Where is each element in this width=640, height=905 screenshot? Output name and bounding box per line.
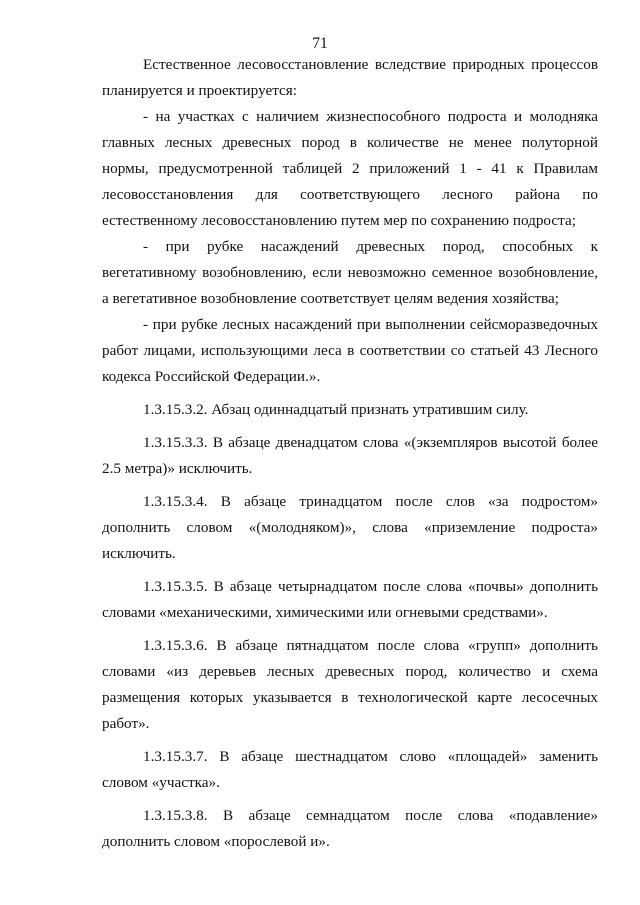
page-number: 71 [312,35,328,52]
paragraph-clause-1-3-15-3-8: 1.3.15.3.8. В абзаце семнадцатом после слова «подавление» дополнить словом «порослевой и». [102,807,598,850]
paragraph-clause-1-3-15-3-4: 1.3.15.3.4. В абзаце тринадцатом после слов «за подростом» дополнить словом «(молодняком)», слова «приземление подроста» исключить. [102,493,598,562]
paragraph-clause-1-3-15-3-2: 1.3.15.3.2. Абзац одиннадцатый признать утратившим силу. [143,401,529,418]
paragraph-clause-1-3-15-3-6: 1.3.15.3.6. В абзаце пятнадцатом после слова «групп» дополнить словами «из деревьев лесных древесных пород, количество и схема размещения которых указывается в технологической карте лесосечных работ». [102,637,598,732]
paragraph-list-item-3: - при рубке лесных насаждений при выполнении сейсморазведочных работ лицами, использующими леса в соответствии со статьей 43 Лесного кодекса Российской Федерации.». [102,316,598,385]
paragraph-clause-1-3-15-3-5: 1.3.15.3.5. В абзаце четырнадцатом после слова «почвы» дополнить словами «механическими, химическими или огневыми средствами». [102,578,598,621]
paragraph-list-item-2: - при рубке насаждений древесных пород, способных к вегетативному возобновлению, если невозможно семенное возобновление, а вегетативное возобновление соответствует целям ведения хозяйства; [102,238,598,307]
paragraph-clause-1-3-15-3-3: 1.3.15.3.3. В абзаце двенадцатом слова «(экземпляров высотой более 2.5 метра)» исключить. [102,434,598,477]
paragraph-list-item-1: - на участках с наличием жизнеспособного подроста и молодняка главных лесных древесных пород в количестве не менее полуторной нормы, предусмотренной таблицей 2 приложений 1 - 41 к Правилам лесовосстановления для соответствующего лесного района по естественному лесовосстановлению путем мер по сохранению подроста; [102,108,598,229]
paragraph-clause-1-3-15-3-7: 1.3.15.3.7. В абзаце шестнадцатом слово «площадей» заменить словом «участка». [102,748,598,791]
document-body [102,52,598,855]
paragraph-intro: Естественное лесовосстановление вследствие природных процессов планируется и проектируется: [102,56,598,99]
